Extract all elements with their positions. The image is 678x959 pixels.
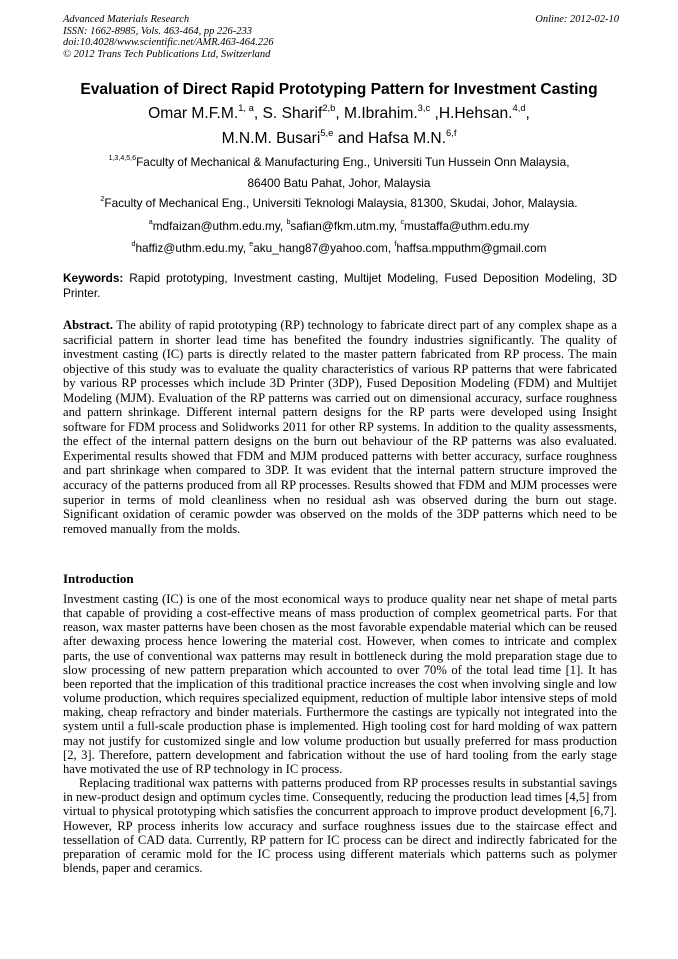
author-separator: , [430, 105, 439, 122]
author-name: M.Ibrahim. [344, 105, 418, 122]
keywords-text: Rapid prototyping, Investment casting, Multijet Modeling, Fused Deposition Modeling, 3D Printer. [63, 271, 617, 300]
paragraph: Replacing traditional wax patterns with patterns produced from RP processes results in substantial savings in new-product design and optimum cycles time. Consequently, reducing the production lead times [4,5] from virtual to physical prototyping which satisfies the concurrent approach to improve product development [6,7]. However, RP process inherits low accuracy and surface roughness issues due to the staircase effect and tessellation of CAD data. Currently, RP pattern for IC process can be direct and indirectly fabricated for the preparation of ceramic mold for the IC process using different materials which patterns such as polymer blends, paper and ceramics. [63, 776, 617, 875]
author-separator: , [525, 105, 530, 122]
affiliation-1-address: 86400 Batu Pahat, Johor, Malaysia [247, 175, 431, 190]
journal-header [63, 14, 619, 60]
email-address[interactable]: haffsa.mpputhm@gmail.com [396, 240, 547, 255]
abstract-text: The ability of rapid prototyping (RP) technology to fabricate direct part of any complex shape as a sacrificial pattern in shorter lead time has benefited the foundry industries significantly. The quality of investment casting (IC) parts is directly related to the master pattern fabricated from RP process. The main objective of this study was to evaluate the quality characteristics of various RP patterns that were fabricated by various RP processes which include 3D Printer (3DP), Fused Deposition Modeling (FDM) and Multijet Modeling (MJM). Evaluation of the RP patterns was carried out on dimensional accuracy, surface roughness and pattern shrinkage. Different internal pattern designs for the RP parts were developed using Insight software for FDM process and Solidworks 2011 for other RP systems. In addition to the quality assessments, the effect of the internal pattern designs on the burn out behaviour of the RP patterns was also evaluated. Experimental results showed that FDM and MJM produced patterns with better accuracy, surface roughness and part shrinkage when compared to 3DP. It was evident that the internal pattern structure improved the accuracy of the patterns produced from all RP processes. Results showed that FDM and MJM processes were superior in terms of mold cleanliness when no residual ash was observed during the burn out stage. Significant oxidation of ceramic powder was observed on the molds of the 3DP patterns which need to be removed manually from the molds. [63, 318, 618, 536]
author-name: H.Hehsan. [438, 105, 513, 122]
email-superscript: e [249, 239, 254, 248]
affiliation-superscript: 2 [100, 195, 105, 204]
introduction-body [63, 592, 617, 875]
abstract-label: Abstract. [63, 318, 114, 332]
keywords [63, 271, 617, 301]
affiliation-superscript: 1,3,4,5,6 [108, 154, 137, 163]
paper-title: Evaluation of Direct Rapid Prototyping Pattern for Investment Casting [80, 81, 598, 98]
journal-issn: ISSN: 1662-8985, Vols. 463-464, pp 226-233 [63, 25, 252, 37]
author-superscript: 6,f [446, 127, 457, 138]
email-list [40, 216, 638, 259]
email-superscript: d [131, 239, 136, 248]
journal-name: Advanced Materials Research [63, 14, 190, 25]
author-name: Hafsa M.N. [368, 130, 447, 147]
author-name: M.N.M. Busari [221, 130, 321, 147]
online-date: Online: 2012-02-10 [535, 14, 619, 25]
author-separator: and [333, 130, 369, 147]
section-heading-introduction: Introduction [63, 571, 134, 586]
author-name: S. Sharif [262, 105, 323, 122]
email-superscript: a [148, 218, 153, 227]
keywords-label: Keywords: [63, 271, 124, 285]
email-address[interactable]: mdfaizan@uthm.edu.my [152, 219, 280, 233]
author-name: Omar M.F.M. [148, 105, 239, 122]
abstract [63, 318, 617, 536]
email-line-2: $^d$haffiz@uthm.edu.my, $^e$aku_hang87@yahoo.com, $^f$haffsa.mpputhm@gmail.com [131, 239, 547, 255]
author-superscript: 2,b [322, 102, 336, 113]
email-address[interactable]: mustaffa@uthm.edu.my [404, 219, 530, 233]
author-list [40, 101, 638, 151]
affiliation-2 [40, 193, 638, 214]
email-address[interactable]: safian@fkm.utm.my [290, 219, 394, 233]
email-line-1: $^a$mdfaizan@uthm.edu.my, $^b$safian@fkm.utm.my, $^c$mustaffa@uthm.edu.my [148, 218, 530, 233]
author-superscript: 1, a [238, 102, 254, 113]
author-superscript: 4,d [512, 102, 526, 113]
paragraph: Investment casting (IC) is one of the most economical ways to produce quality near net shape of metal parts that capable of providing a cost-effective means of mass production of complex geometrical parts. For that reason, wax master patterns have been chosen as the most favorable expendable material which can be reused after dewaxing process hence lowering the material cost. However, when comes to intricate and complex parts, the use of conventional wax patterns may result in bottleneck during the mold preparation stage due to slow processing of new pattern preparation which accounted to over 70% of the total lead time [1]. It has been reported that the implication of this traditional practice increases the cost when involving single and low volume production, which requires specialized equipment, reduction of multiple labor intensive steps of mold making, cheap refractory and binder materials. Furthermore the castings are typically not integrated into the system until a full-scale production phase is implemented. High tooling cost for hard molding of wax pattern may not justify for customized single and low volume production but usually preferred for mass production [2, 3]. Therefore, pattern development and fabrication without the use of hard tooling from the early stage have motivated the use of RP technology in IC process. [63, 592, 617, 776]
affiliation-line: Faculty of Mechanical & Manufacturing Eng., Universiti Tun Hussein Onn Malaysia, [136, 155, 570, 169]
email-address[interactable]: aku_hang87@yahoo.com [253, 240, 388, 255]
affiliation-line: Faculty of Mechanical Eng., Universiti Teknologi Malaysia, 81300, Skudai, Johor, Malaysia. [104, 196, 578, 210]
journal-doi: doi:10.4028/www.scientific.net/AMR.463-464.226 [63, 37, 274, 49]
author-separator: , [335, 105, 344, 122]
author-superscript: 5,e [320, 127, 334, 138]
email-superscript: b [286, 218, 291, 227]
affiliation-1 [40, 152, 638, 173]
author-superscript: 3,c [417, 102, 431, 113]
journal-copyright: © 2012 Trans Tech Publications Ltd, Switzerland [63, 48, 271, 60]
email-superscript: c [400, 218, 405, 227]
email-address[interactable]: haffiz@uthm.edu.my [135, 240, 243, 255]
affiliations [40, 152, 638, 214]
author-separator: , [253, 105, 263, 122]
email-superscript: f [394, 239, 397, 248]
